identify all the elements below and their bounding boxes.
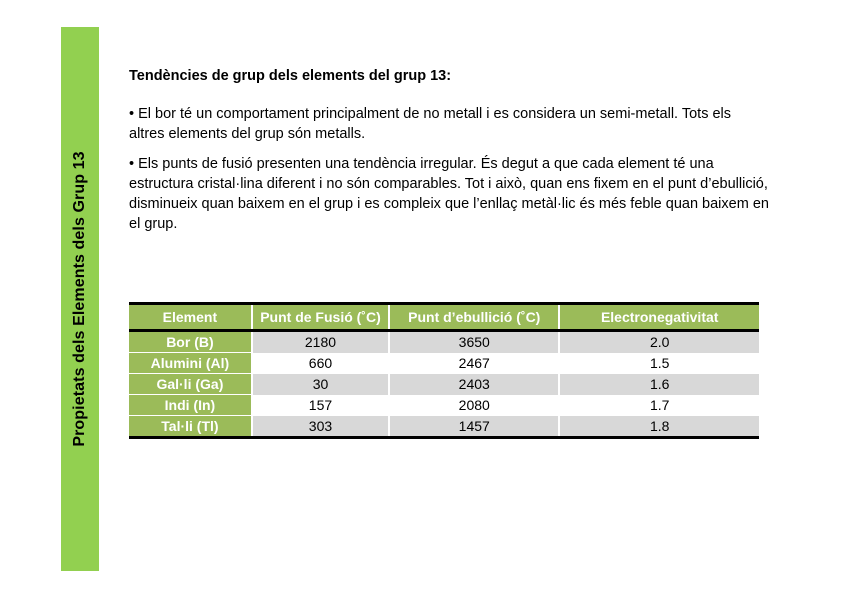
cell-melting-point: 30 [252,374,389,395]
table-row [129,374,759,395]
table-row [129,395,759,416]
cell-element: Alumini (Al) [129,353,252,374]
header-melting-point: Punt de Fusió (˚C) [252,304,389,331]
header-boiling-point: Punt d’ebullició (˚C) [389,304,559,331]
cell-electronegativity: 1.6 [559,374,759,395]
cell-boiling-point: 2467 [389,353,559,374]
table-row [129,416,759,438]
table-row [129,353,759,374]
bullet-paragraph-2: • Els punts de fusió presenten una tendència irregular. És degut a que cada element té una estructura cristal·lina diferent i no són comparables. Tot i això, quan ens fixem en el punt d’ebullició, disminueix quan baixem en el grup i es compleix que l’enllaç metàl·lic és més feble quan baixem en el grup. [129,156,769,232]
slide-heading: Tendències de grup dels elements del grup 13: [129,68,452,84]
cell-melting-point: 303 [252,416,389,438]
cell-element: Indi (In) [129,395,252,416]
properties-table [129,302,759,439]
cell-electronegativity: 1.5 [559,353,759,374]
cell-element: Tal·li (Tl) [129,416,252,438]
bullet-paragraph-1: • El bor té un comportament principalment de no metall i es considera un semi-metall. Tots els altres elements del grup són metalls. [129,106,732,142]
cell-electronegativity: 1.7 [559,395,759,416]
table-header-row [129,304,759,331]
cell-electronegativity: 1.8 [559,416,759,438]
cell-melting-point: 157 [252,395,389,416]
cell-melting-point: 660 [252,353,389,374]
cell-electronegativity: 2.0 [559,331,759,353]
cell-boiling-point: 2080 [389,395,559,416]
header-electronegativity: Electronegativitat [559,304,759,331]
header-element: Element [129,304,252,331]
sidebar-title: Propietats dels Elements dels Grup 13 [71,151,88,447]
cell-boiling-point: 2403 [389,374,559,395]
slide-content [129,68,769,244]
table-row [129,331,759,353]
cell-boiling-point: 3650 [389,331,559,353]
cell-melting-point: 2180 [252,331,389,353]
cell-element: Gal·li (Ga) [129,374,252,395]
cell-boiling-point: 1457 [389,416,559,438]
cell-element: Bor (B) [129,331,252,353]
